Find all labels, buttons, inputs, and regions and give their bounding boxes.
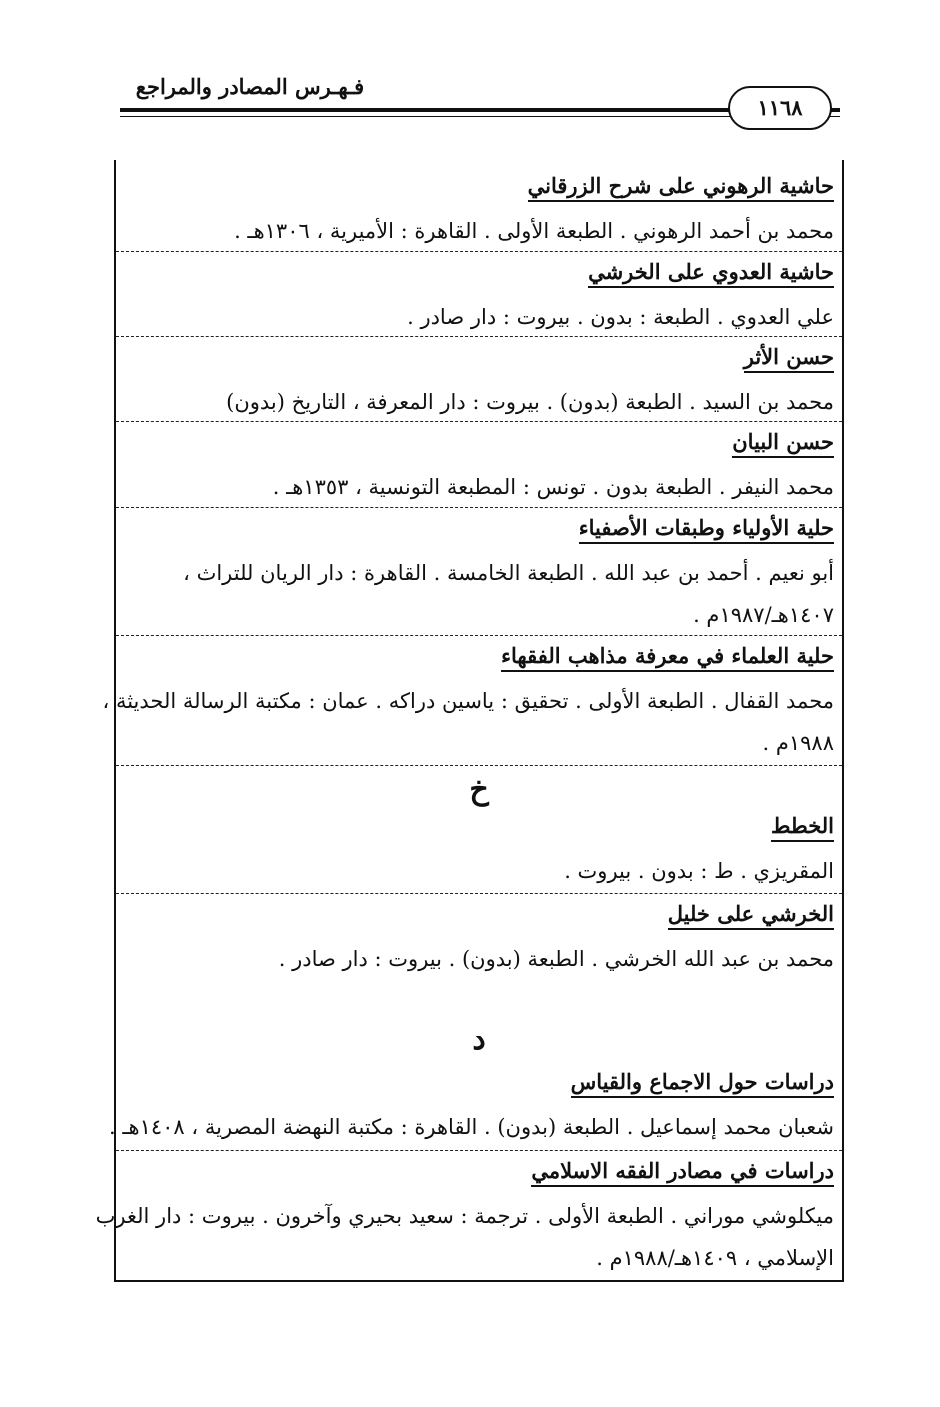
entry-separator [116,893,842,894]
entry-line: الإسلامي ، ١٤٠٩هـ/١٩٨٨م . [596,1246,834,1270]
entry-title: دراسات في مصادر الفقه الاسلامي [118,1157,840,1185]
entry-title: حاشية الرهوني على شرح الزرقاني [118,172,840,200]
entry-line: محمد النيفر . الطبعة بدون . تونس : المطبعة التونسية ، ١٣٥٣هـ . [272,475,834,499]
entry-title: حسن الأثر [118,343,840,371]
entry-separator [116,1150,842,1151]
section-letter-dal: د [472,1022,486,1057]
section-letter-kha: خ [469,772,489,807]
entry-separator [116,251,842,252]
entry-title: الخطط [118,812,840,840]
entry-line: ميكلوشي موراني . الطبعة الأولى . ترجمة : سعيد بحيري وآخرون . بيروت : دار الغرب [95,1204,834,1228]
entry-separator [116,421,842,422]
entry-title: دراسات حول الاجماع والقياس [118,1068,840,1096]
entry-line: محمد بن عبد الله الخرشي . الطبعة (بدون) . بيروت : دار صادر . [278,947,834,971]
entry-line: أبو نعيم . أحمد بن عبد الله . الطبعة الخامسة . القاهرة : دار الريان للتراث ، [183,561,834,585]
entry-line: ١٩٨٨م . [762,731,834,755]
entry-line: ١٤٠٧هـ/١٩٨٧م . [693,603,834,627]
bibliography-entry [118,343,840,423]
entry-separator [116,765,842,766]
entry-line: محمد بن السيد . الطبعة (بدون) . بيروت : دار المعرفة ، التاريخ (بدون) [226,390,834,414]
entry-title: حسن البيان [118,428,840,456]
entry-separator [116,507,842,508]
entry-separator [116,336,842,337]
entry-separator [116,635,842,636]
entry-title: حلية العلماء في معرفة مذاهب الفقهاء [118,642,840,670]
bibliography-entry [118,428,840,508]
bibliography-entry [118,812,840,892]
bibliography-entry [118,258,840,338]
running-header-title: فـهـرس المصادر والمراجع [135,74,365,99]
entry-title: حاشية العدوي على الخرشي [118,258,840,286]
entry-line: علي العدوي . الطبعة : بدون . بيروت : دار صادر . [407,305,834,329]
bibliography-entry [95,1157,840,1279]
entry-title: حلية الأولياء وطبقات الأصفياء [118,514,840,542]
entry-line: محمد بن أحمد الرهوني . الطبعة الأولى . القاهرة : الأميرية ، ١٣٠٦هـ . [234,219,834,243]
bibliography-entry [109,1068,840,1148]
page-number: ١١٦٨ [728,86,832,130]
bibliography-entry [118,514,840,636]
entry-line: المقريزي . ط : بدون . بيروت . [564,859,834,883]
entry-line: محمد القفال . الطبعة الأولى . تحقيق : ياسين دراكه . عمان : مكتبة الرسالة الحديثة ، [102,689,834,713]
bibliography-entry [118,172,840,252]
entry-title: الخرشي على خليل [118,900,840,928]
entry-line: شعبان محمد إسماعيل . الطبعة (بدون) . القاهرة : مكتبة النهضة المصرية ، ١٤٠٨هـ . [109,1115,834,1139]
bibliography-entry [102,642,840,764]
bibliography-entry [118,900,840,980]
